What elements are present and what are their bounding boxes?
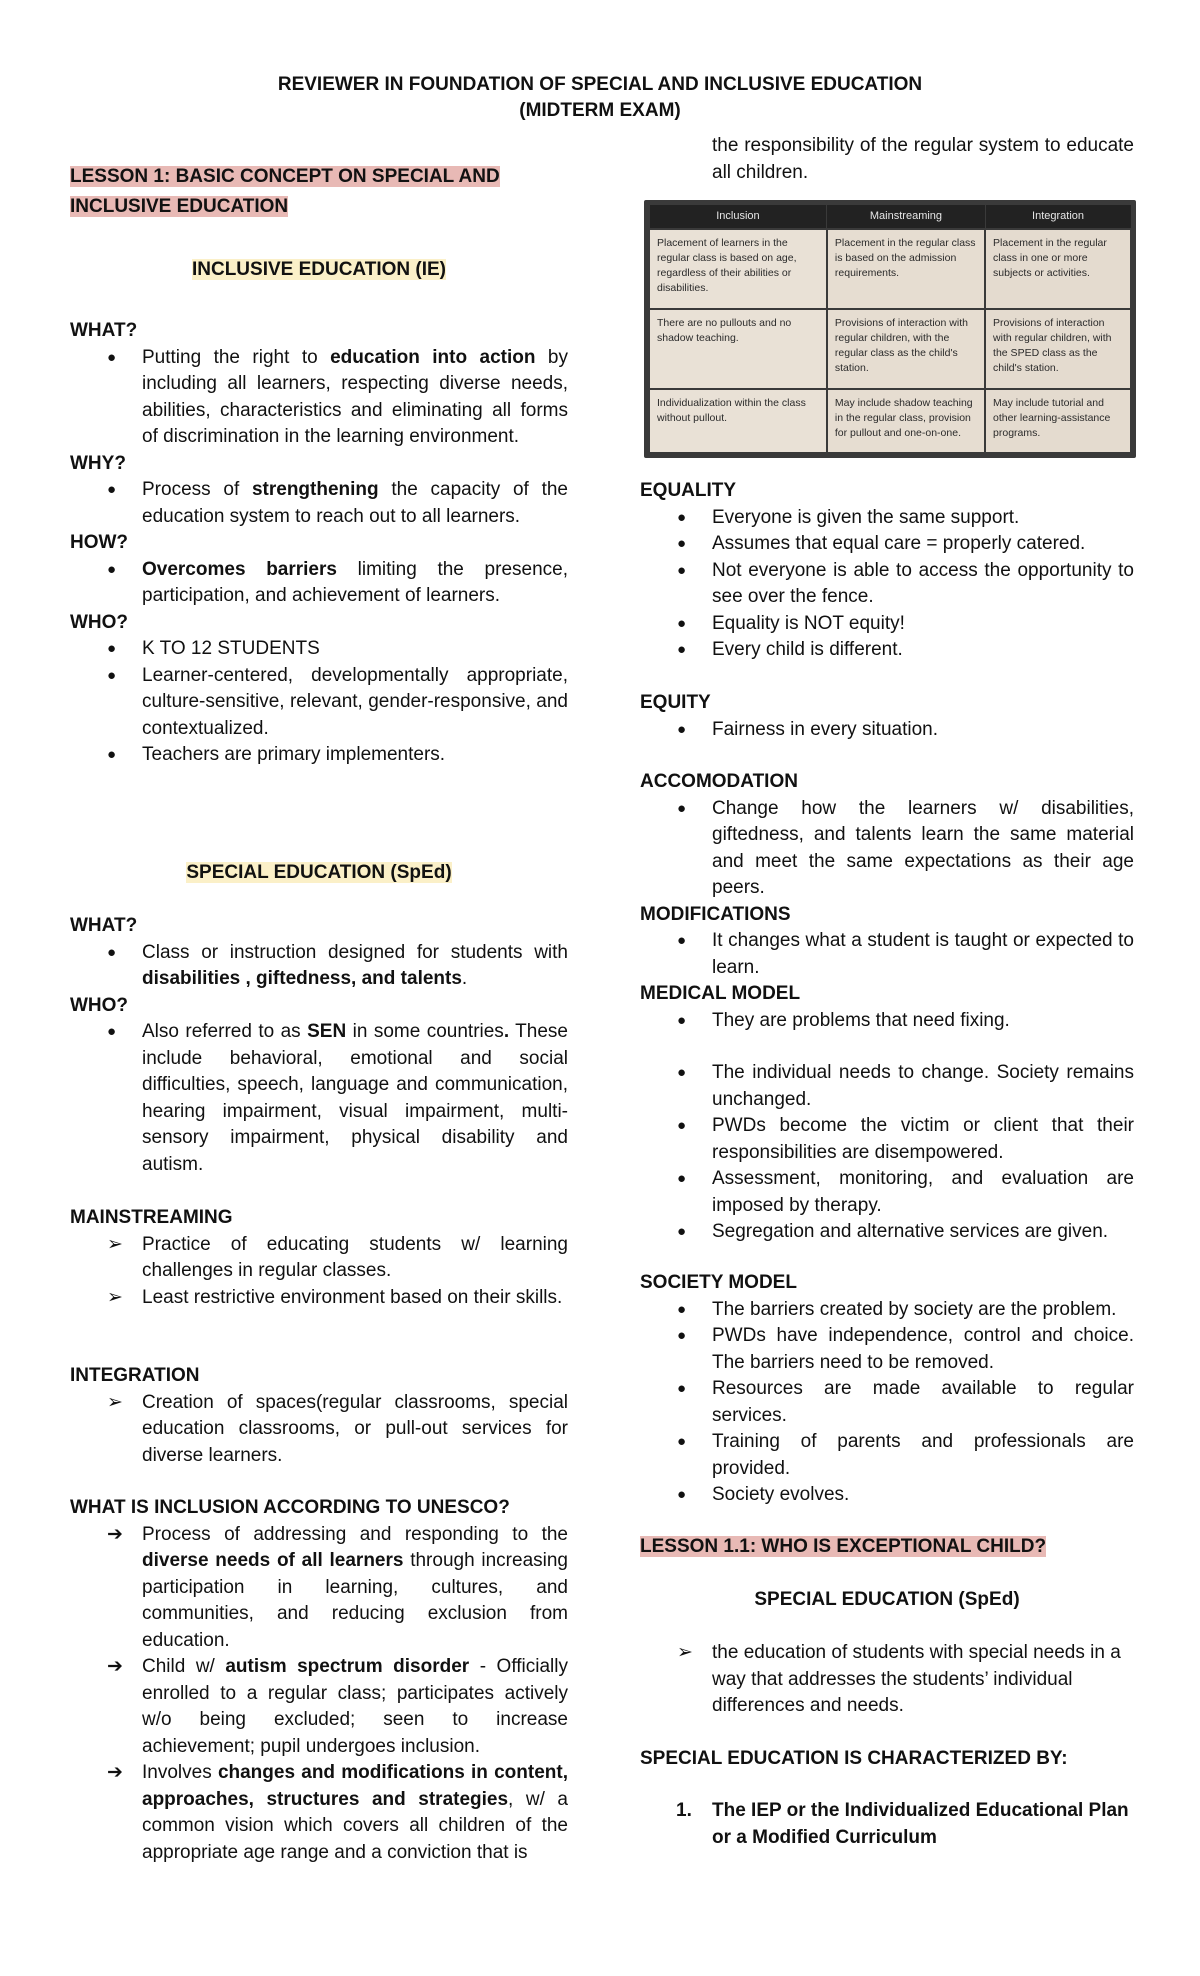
integration-list	[70, 1390, 568, 1470]
list-item: ● Every child is different.	[640, 637, 1134, 664]
list-item: ➢ Practice of educating students w/ learning challenges in regular classes.	[107, 1233, 568, 1281]
comparison-table	[644, 200, 1136, 458]
sped-what-list	[70, 940, 568, 993]
lesson11-title: LESSON 1.1: WHO IS EXCEPTIONAL CHILD?	[640, 1536, 1047, 1557]
list-item: ● Equality is NOT equity!	[640, 611, 1134, 638]
ie-who-label: WHO?	[70, 611, 129, 633]
list-item: ● Assessment, monitoring, and evaluation are imposed by therapy.	[677, 1168, 1134, 1216]
bullet-icon: ●	[677, 1170, 687, 1187]
list-item: ● Learner-centered, developmentally appropriate, culture-sensitive, relevant, gender-responsive, and contextualized.	[107, 664, 568, 739]
title-line-1: REVIEWER IN FOUNDATION OF SPECIAL AND INCLUSIVE EDUCATION	[277, 74, 923, 95]
equity-label: EQUITY	[640, 692, 711, 713]
table-cell: May include tutorial and other learning-assistance programs.	[985, 389, 1131, 453]
table-header-integration: Integration	[985, 205, 1131, 229]
iep-section	[640, 1798, 1134, 1851]
table-cell: Placement in the regular class in one or more subjects or activities.	[985, 229, 1131, 309]
ie-section	[70, 318, 568, 769]
table-cell: Provisions of interaction with regular children, with the regular class as the child's station.	[827, 309, 985, 389]
list-item: ● Resources are made available to regular services.	[677, 1378, 1134, 1426]
arrowhead-icon: ➢	[107, 1286, 123, 1308]
sped-section	[70, 913, 568, 1178]
bullet-icon: ●	[107, 560, 117, 578]
bullet-icon: ●	[677, 1486, 687, 1503]
society-model-label: SOCIETY MODEL	[640, 1272, 797, 1293]
list-item: 1. The IEP or the Individualized Educational Plan or a Modified Curriculum	[676, 1800, 1129, 1848]
accomodation-label: ACCOMODATION	[640, 771, 798, 792]
bullet-icon: ●	[677, 932, 687, 949]
sped-what-label: WHAT?	[70, 915, 138, 936]
list-number: 1.	[676, 1800, 692, 1821]
arrowhead-icon: ➢	[677, 1642, 693, 1663]
table-row	[649, 389, 1131, 453]
ie-why-label: WHY?	[70, 452, 126, 474]
table-cell: Individualization within the class without pullout.	[649, 389, 827, 453]
bullet-icon: ●	[677, 1380, 687, 1397]
unesco-label: WHAT IS INCLUSION ACCORDING TO UNESCO?	[70, 1497, 510, 1518]
list-item: ➢ Creation of spaces(regular classrooms, special education classrooms, or pull-out services for diverse learners.	[107, 1391, 568, 1466]
document-title	[0, 72, 1200, 124]
sped-who-list	[70, 1019, 568, 1178]
list-item: ● K TO 12 STUDENTS	[70, 636, 568, 663]
ie-what-list	[70, 345, 568, 451]
bullet-icon: ●	[677, 1011, 687, 1029]
arrow-icon: ➔	[107, 1656, 123, 1677]
bullet-icon: ●	[677, 1327, 687, 1344]
table-header-inclusion: Inclusion	[649, 205, 827, 229]
unesco-section	[70, 1495, 568, 1866]
bullet-icon: ●	[107, 746, 117, 763]
sped2-list	[640, 1640, 1134, 1720]
sped-who-label: WHO?	[70, 994, 129, 1016]
bullet-icon: ●	[107, 348, 117, 366]
bullet-icon: ●	[677, 1433, 687, 1450]
list-item: ● PWDs become the victim or client that their responsibilities are disempowered.	[677, 1115, 1134, 1163]
ie-how-list	[70, 557, 568, 610]
list-item: ● Teachers are primary implementers.	[70, 742, 568, 769]
sped-title: SPECIAL EDUCATION (SpEd)	[186, 862, 452, 883]
iep-list	[640, 1798, 1134, 1851]
bullet-icon: ●	[677, 720, 687, 738]
ie-how-label: HOW?	[70, 532, 129, 553]
ie-title: INCLUSIVE EDUCATION (IE)	[191, 259, 447, 280]
integration-label: INTEGRATION	[70, 1365, 200, 1386]
ie-why-list	[70, 477, 568, 530]
bullet-icon: ●	[677, 614, 687, 632]
table-row	[649, 229, 1131, 309]
bullet-icon: ●	[677, 508, 687, 526]
ie-heading	[70, 257, 568, 284]
list-item: ● They are problems that need fixing.	[640, 1008, 1134, 1035]
list-item: ➢ the education of students with special needs in a way that addresses the students’ individual differences and needs.	[677, 1642, 1121, 1716]
unesco-list	[70, 1522, 568, 1867]
table-header-mainstreaming: Mainstreaming	[827, 205, 985, 229]
bullet-icon: ●	[677, 799, 687, 817]
arrow-icon: ➔	[107, 1762, 123, 1783]
list-item: ● The individual needs to change. Society remains unchanged.	[677, 1062, 1134, 1110]
characterized-label: SPECIAL EDUCATION IS CHARACTERIZED BY:	[640, 1748, 1068, 1769]
list-item: ● Change how the learners w/ disabilities, giftedness, and talents learn the same material and meet the same expectations as their age peers.	[677, 797, 1134, 898]
equity-list	[640, 717, 1134, 744]
list-item: ● PWDs have independence, control and choice. The barriers need to be removed.	[677, 1325, 1134, 1373]
bullet-icon: ●	[107, 640, 117, 657]
medical-model-list	[640, 1008, 1134, 1246]
list-item: ● Also referred to as SEN in some countries. These include behavioral, emotional and social difficulties, speech, language and communication, hearing impairment, visual impairment, multi-sensory impairment, physical disability and autism.	[107, 1021, 568, 1175]
modifications-list	[640, 928, 1134, 981]
title-line-2: (MIDTERM EXAM)	[519, 100, 681, 121]
continued-text: the responsibility of the regular system to educate all children.	[712, 135, 1134, 183]
list-item: ● Fairness in every situation.	[640, 717, 1134, 744]
society-model-list	[640, 1297, 1134, 1509]
bullet-icon: ●	[677, 1117, 687, 1134]
arrowhead-icon: ➢	[107, 1391, 123, 1413]
list-item: ● Not everyone is able to access the opportunity to see over the fence.	[677, 559, 1134, 607]
list-item: ● Putting the right to education into action by including all learners, respecting diverse needs, abilities, characteristics and eliminating all forms of discrimination in the learning environment.	[107, 346, 568, 447]
equality-list	[640, 505, 1134, 664]
equity-section	[640, 690, 1134, 743]
list-item: ➔ Process of addressing and responding to the diverse needs of all learners through increasing participation in learning, cultures, and communities, and reducing exclusion from education.	[107, 1523, 568, 1651]
list-item: ● It changes what a student is taught or expected to learn.	[677, 930, 1134, 978]
table-cell: May include shadow teaching in the regular class, provision for pullout and one-on-one.	[827, 389, 985, 453]
mainstreaming-list	[70, 1232, 568, 1312]
accomodation-list	[640, 796, 1134, 902]
list-item: ● Overcomes barriers limiting the presence, participation, and achievement of learners.	[107, 558, 568, 606]
list-item: ● Society evolves.	[640, 1482, 1134, 1509]
list-item: ➔ Involves changes and modifications in content, approaches, structures and strategies, w/ a common vision which covers all children of the appropriate age range and a conviction that is	[107, 1762, 568, 1863]
bullet-icon: ●	[107, 943, 117, 961]
bullet-icon: ●	[677, 561, 687, 579]
bullet-icon: ●	[677, 641, 687, 658]
lesson1-title: LESSON 1: BASIC CONCEPT ON SPECIAL AND INCLUSIVE EDUCATION	[70, 166, 500, 217]
table-cell: Placement of learners in the regular class is based on age, regardless of their abilities or disabilities.	[649, 229, 827, 309]
mainstreaming-label: MAINSTREAMING	[70, 1207, 233, 1228]
sped2-title: SPECIAL EDUCATION (SpEd)	[754, 1589, 1020, 1610]
modifications-label: MODIFICATIONS	[640, 903, 791, 925]
arrowhead-icon: ➢	[107, 1233, 123, 1255]
table-cell: Provisions of interaction with regular children, with the SPED class as the child's station.	[985, 309, 1131, 389]
sped-heading	[70, 860, 568, 887]
mainstreaming-section	[70, 1205, 568, 1311]
list-item: ● Everyone is given the same support.	[640, 505, 1134, 532]
list-item: ➔ Child w/ autism spectrum disorder - Officially enrolled to a regular class; participates actively w/o being excluded; seen to increase achievement; pupil undergoes inclusion.	[107, 1656, 568, 1757]
list-item: ➢ Least restrictive environment based on their skills.	[70, 1285, 568, 1312]
medical-model-label: MEDICAL MODEL	[640, 983, 801, 1004]
ie-who-list	[70, 636, 568, 769]
equality-section	[640, 478, 1134, 664]
ie-what-label: WHAT?	[70, 320, 138, 341]
bullet-icon: ●	[677, 1223, 687, 1240]
bullet-icon: ●	[107, 666, 117, 684]
sped2-section	[640, 1640, 1134, 1720]
arrow-icon: ➔	[107, 1523, 123, 1545]
bullet-icon: ●	[107, 1023, 117, 1040]
list-item: ● Class or instruction designed for students with disabilities , giftedness, and talents.	[107, 941, 568, 989]
equality-label: EQUALITY	[640, 480, 737, 501]
society-model-section	[640, 1270, 1134, 1509]
lesson1-heading	[70, 162, 568, 222]
table-cell: Placement in the regular class is based on the admission requirements.	[827, 229, 985, 309]
bullet-icon: ●	[677, 1064, 687, 1081]
lesson11-heading	[640, 1534, 1134, 1561]
bullet-icon: ●	[677, 1300, 687, 1318]
list-item: ● Assumes that equal care = properly catered.	[640, 531, 1134, 558]
accomodation-section	[640, 769, 1134, 1246]
table-row	[649, 309, 1131, 389]
table-cell: There are no pullouts and no shadow teaching.	[649, 309, 827, 389]
list-item: ● Process of strengthening the capacity of the education system to reach out to all learners.	[107, 479, 568, 527]
bullet-icon: ●	[677, 535, 687, 552]
list-item: ● The barriers created by society are the problem.	[640, 1297, 1134, 1324]
integration-section	[70, 1363, 568, 1469]
bullet-icon: ●	[107, 481, 117, 498]
list-item: ● Training of parents and professionals are provided.	[677, 1431, 1134, 1479]
list-item: ● Segregation and alternative services are given.	[640, 1219, 1134, 1246]
sped2-heading	[640, 1587, 1134, 1614]
